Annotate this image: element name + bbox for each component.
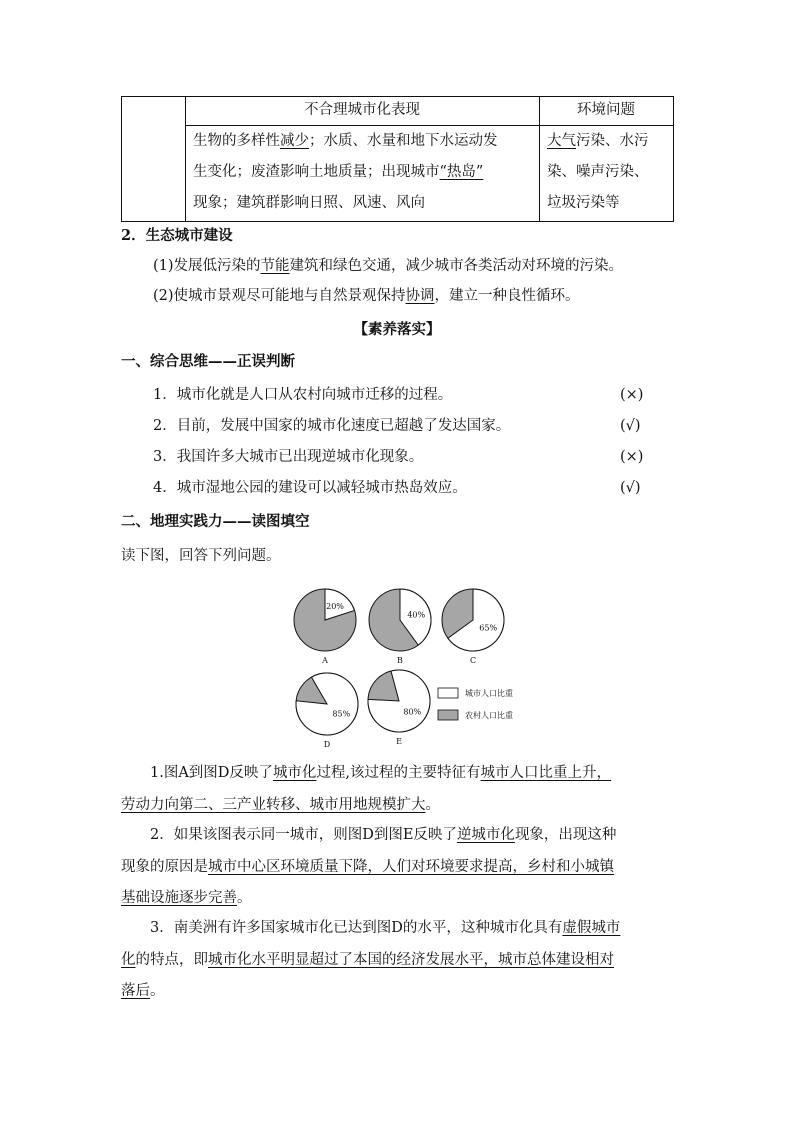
answer-2 [121,820,681,915]
eco-city-item-1: (1)发展低污染的节能建筑和绿色交通，减少城市各类活动对环境的污染。 [153,258,624,274]
answer-2-line-1: 2．如果该图表示同一城市，则图D到图E反映了逆城市化现象，出现这种 [150,827,617,843]
pie-chart-svg [280,583,560,753]
judge-mark: (√) [620,480,641,496]
pie-chart-label: B [397,656,403,665]
pie-data-label: 65% [479,623,498,633]
eco-city-item-2: (2)使城市景观尽可能地与自然景观保持协调，建立一种良性循环。 [153,288,580,304]
table-text-line: 染、噪声污染、 [547,164,649,180]
judge-mark: (√) [620,418,641,434]
table-header-manifestation: 不合理城市化表现 [304,102,420,118]
eco-city-heading: 2．生态城市建设 [121,227,233,244]
judge-item: 4．城市湿地公园的建设可以减轻城市热岛效应。 [153,480,467,496]
pie-chart-label: D [323,740,331,749]
legend-label: 城市人口比重 [465,689,513,698]
pie-chart-label: C [469,656,477,665]
table-text-line: 垃圾污染等 [547,195,620,211]
answer-2-line-3: 基础设施逐步完善。 [121,890,252,906]
judge-item: 3．我国许多大城市已出现逆城市化现象。 [153,449,424,465]
pie-data-label: 80% [403,707,422,717]
pie-data-label: 20% [326,602,344,612]
answer-3 [121,913,681,1008]
table-text-line: 生物的多样性减少；水质、水量和地下水运动发 [193,133,498,149]
table-text-line: 大气污染、水污 [547,133,649,149]
pie-data-label: 85% [332,709,351,719]
answer-1-line-1: 1.图A到图D反映了城市化过程,该过程的主要特征有城市人口比重上升， [150,765,612,781]
part2-heading: 二、地理实践力——读图填空 [121,513,310,530]
part1-heading: 一、综合思维——正误判断 [121,353,295,370]
table-cell-manifestation [193,126,533,219]
table-text-line: 生变化；废渣影响土地质量；出现城市“热岛” [193,164,484,180]
pie-data-label: 40% [407,610,426,620]
part2-prompt: 读下图，回答下列问题。 [121,548,281,564]
answer-1-line-2: 劳动力向第二、三产业转移、城市用地规模扩大。 [121,796,440,813]
answer-3-line-2: 化的特点，即城市化水平明显超过了本国的经济发展水平，城市总体建设相对 [121,951,614,968]
table-cell-environment [547,126,669,219]
answer-1 [121,758,681,821]
table-text-line: 现象；建筑群影响日照、风速、风向 [193,195,425,211]
answer-2-line-2: 现象的原因是城市中心区环境质量下降，人们对环境要求提高，乡村和小城镇 [121,858,614,875]
pie-chart-label: E [396,737,402,746]
legend-label: 农村人口比重 [465,711,513,720]
answer-3-line-1: 3．南美洲有许多国家城市化已达到图D的水平，这种城市化具有虚假城市 [150,920,621,936]
judge-item: 2．目前，发展中国家的城市化速度已超越了发达国家。 [153,418,511,434]
answer-3-line-3: 落后。 [121,983,165,999]
judge-mark: (×) [620,387,644,403]
urbanization-table [121,96,674,222]
judge-mark: (×) [620,449,644,465]
judge-item: 1．城市化就是人口从农村向城市迁移的过程。 [153,387,453,403]
pie-chart-label: A [322,656,328,665]
legend-swatch [438,688,458,698]
legend-swatch [438,710,458,720]
table-header-environment: 环境问题 [577,102,635,118]
section-title: 【素养落实】 [353,321,441,338]
urbanization-pie-charts [280,583,560,753]
